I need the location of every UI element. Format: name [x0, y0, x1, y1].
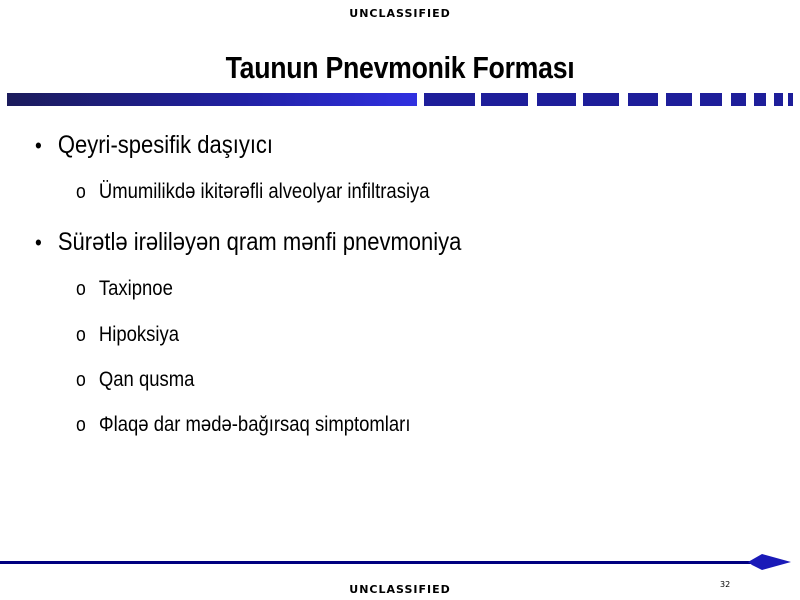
bullet-dot-icon: • — [35, 133, 42, 158]
sub-bullet-circle-icon: o — [76, 369, 86, 391]
footer-divider-line — [0, 561, 762, 564]
sub-bullet-circle-icon: o — [76, 278, 86, 300]
sub-bullet-text: Qan qusma — [98, 368, 195, 391]
sub-bullet-item — [76, 276, 173, 302]
footer-arrow-icon — [748, 554, 792, 572]
bullet-item — [35, 130, 273, 161]
sub-bullet-item — [76, 179, 430, 205]
sub-bullet-item — [76, 322, 179, 348]
bullet-dot-icon: • — [35, 230, 42, 255]
slide-title: Taunun Pnevmonik Forması — [225, 50, 575, 85]
sub-bullet-circle-icon: o — [76, 324, 86, 346]
bullet-text: Qeyri-spesifik daşıyıcı — [57, 131, 274, 159]
classification-banner-top: UNCLASSIFIED — [349, 7, 451, 20]
sub-bullet-circle-icon: o — [76, 414, 86, 436]
sub-bullet-text: Taxipnoe — [98, 277, 173, 300]
sub-bullet-item — [76, 367, 194, 393]
bullet-text: Sürətlə irəliləyən qram mənfi pnevmoniya — [57, 228, 462, 256]
sub-bullet-circle-icon: o — [76, 181, 86, 203]
sub-bullet-text: Hipoksiya — [98, 323, 180, 346]
bullet-item — [35, 227, 461, 258]
page-number: 32 — [720, 580, 731, 589]
classification-banner-bottom: UNCLASSIFIED — [349, 583, 451, 596]
sub-bullet-item — [76, 412, 410, 438]
sub-bullet-text: Ümumilikdə ikitərəfli alveolyar infiltrasiya — [98, 180, 430, 203]
sub-bullet-text: Φlaqə dar mədə-bağırsaq simptomları — [98, 413, 411, 436]
